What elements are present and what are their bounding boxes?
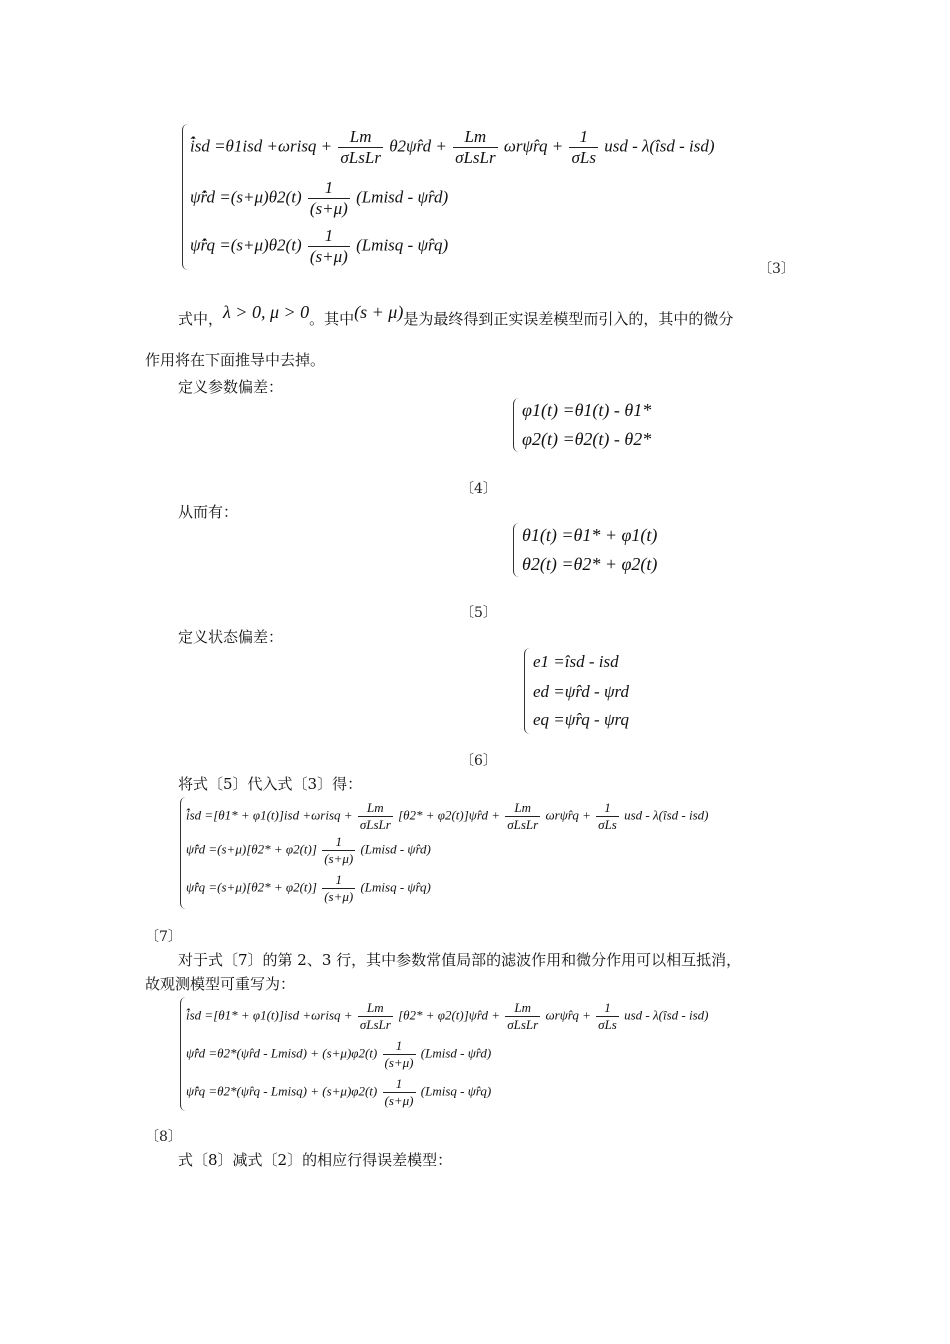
eq8-frac3: $\frac{1}{\text{σLs}}$ [598, 1000, 617, 1032]
eq3-number: 〔3〕 [758, 261, 795, 277]
thus-label: 从而有： [178, 503, 239, 521]
eq7-line3: ψ̂̇rq =(s+μ)[θ2* + φ2(t)] $\frac{1}{(s+\mu)}$ (Lmisq - ψ̂rq) [186, 872, 431, 904]
eq3-line1-d: usd - λ(îsd - isd) [604, 136, 715, 156]
eq7-line2: ψ̂̇rd =(s+μ)[θ2* + φ2(t)] $\frac{1}{(s+\mu)}$ (Lmisd - ψ̂rd) [186, 834, 431, 866]
define-param: 定义参数偏差： [178, 378, 284, 396]
eq6-line2: ed =ψ̂rd - ψrd [533, 682, 630, 701]
eq6-number: 〔6〕 [460, 753, 497, 769]
eq3-line1-c: ωrψ̂rq + [503, 136, 564, 156]
eq3-line2-frac: $\frac{1}{(s+\mu)}$ [309, 178, 348, 218]
final-text: 式〔8〕减式〔2〕的相应行得误差模型： [178, 1151, 453, 1169]
eq3-line2: ψ̂̇rd =(s+μ)θ2(t) $\frac{1}{(s+\mu)}$ (Lmisd - ψ̂rd) [190, 178, 449, 218]
eq5-line2: θ2(t) =θ2* + φ2(t) [522, 554, 658, 574]
eq4-number: 〔4〕 [460, 481, 497, 497]
eq3-brace [182, 124, 189, 270]
eq5-brace [513, 523, 520, 577]
eq3-line1-b: θ2ψ̂rd + [389, 136, 447, 156]
eq3-frac2: $\frac{Lm}{\text{σLsLr}}$ [455, 127, 496, 167]
eq7-number: 〔7〕 [145, 929, 182, 945]
eq3-line1-a: i̇̂sd =θ1isd +ωrisq + [190, 136, 333, 156]
eq8-number: 〔8〕 [145, 1129, 182, 1145]
para2-line1: 对于式〔7〕的第 2、3 行，其中参数常值局部的滤波作用和微分作用可以相互抵消， [178, 951, 742, 969]
define-state: 定义状态偏差： [178, 628, 284, 646]
eq8-line1: i̇̂sd =[θ1* + φ1(t)]isd +ωrisq + $\frac{Lm}{\text{σLsLr}}$ [θ2* + φ2(t)]ψ̂rd + $\frac{Lm}{\text{σLsLr}}$ ωrψ̂rq + $\frac{1}{\text{σLs}}$ usd - λ(îsd - isd) [186, 1000, 709, 1032]
eq4-line1: φ1(t) =θ1(t) - θ1* [522, 400, 652, 420]
para2-line2: 故观测模型可重写为： [145, 975, 296, 993]
eq6-line1: e1 =îsd - isd [533, 652, 619, 671]
para1-line2: 作用将在下面推导中去掉。 [145, 351, 326, 369]
para1-line1: 式中，λ > 0, μ > 0。其中(s + μ)是为最终得到正实误差模型而引入的，其中的微分 [178, 302, 734, 328]
eq8-frac2: $\frac{Lm}{\text{σLsLr}}$ [507, 1000, 539, 1032]
eq4-line2: φ2(t) =θ2(t) - θ2* [522, 429, 652, 449]
para1-term: (s + μ) [354, 302, 404, 322]
eq7-frac2: $\frac{Lm}{\text{σLsLr}}$ [507, 800, 539, 832]
eq4-brace [513, 398, 520, 452]
substitute-text: 将式〔5〕代入式〔3〕得： [178, 775, 363, 793]
eq5-line1: θ1(t) =θ1* + φ1(t) [522, 525, 658, 545]
eq3-line1 [190, 127, 715, 168]
para1-condition: λ > 0, μ > 0 [223, 302, 310, 322]
eq7-frac1: $\frac{Lm}{\text{σLsLr}}$ [359, 800, 391, 832]
eq6-line3: eq =ψ̂rq - ψrq [533, 710, 630, 729]
eq3-frac3: $\frac{1}{\text{σLs}}$ [571, 127, 596, 167]
eq7-line1: i̇̂sd =[θ1* + φ1(t)]isd +ωrisq + $\frac{Lm}{\text{σLsLr}}$ [θ2* + φ2(t)]ψ̂rd + $\frac{Lm}{\text{σLsLr}}$ ωrψ̂rq + $\frac{1}{\text{σLs}}$ usd - λ(îsd - isd) [186, 800, 709, 832]
eq7-frac3: $\frac{1}{\text{σLs}}$ [598, 800, 617, 832]
eq5-number: 〔5〕 [460, 605, 497, 621]
eq6-brace [524, 648, 531, 734]
eq8-line3: ψ̂̇rq =θ2*(ψ̂rq - Lmisq) + (s+μ)φ2(t) $\frac{1}{(s+\mu)}$ (Lmisq - ψ̂rq) [186, 1076, 492, 1108]
eq8-frac1: $\frac{Lm}{\text{σLsLr}}$ [359, 1000, 391, 1032]
eq3-frac1: $\frac{Lm}{\text{σLsLr}}$ [340, 127, 381, 167]
eq3-line3: ψ̂̇rq =(s+μ)θ2(t) $\frac{1}{(s+\mu)}$ (Lmisq - ψ̂rq) [190, 226, 449, 266]
eq3-line3-frac: $\frac{1}{(s+\mu)}$ [309, 226, 348, 266]
eq8-line2: ψ̂̇rd =θ2*(ψ̂rd - Lmisd) + (s+μ)φ2(t) $\frac{1}{(s+\mu)}$ (Lmisd - ψ̂rd) [186, 1038, 492, 1070]
